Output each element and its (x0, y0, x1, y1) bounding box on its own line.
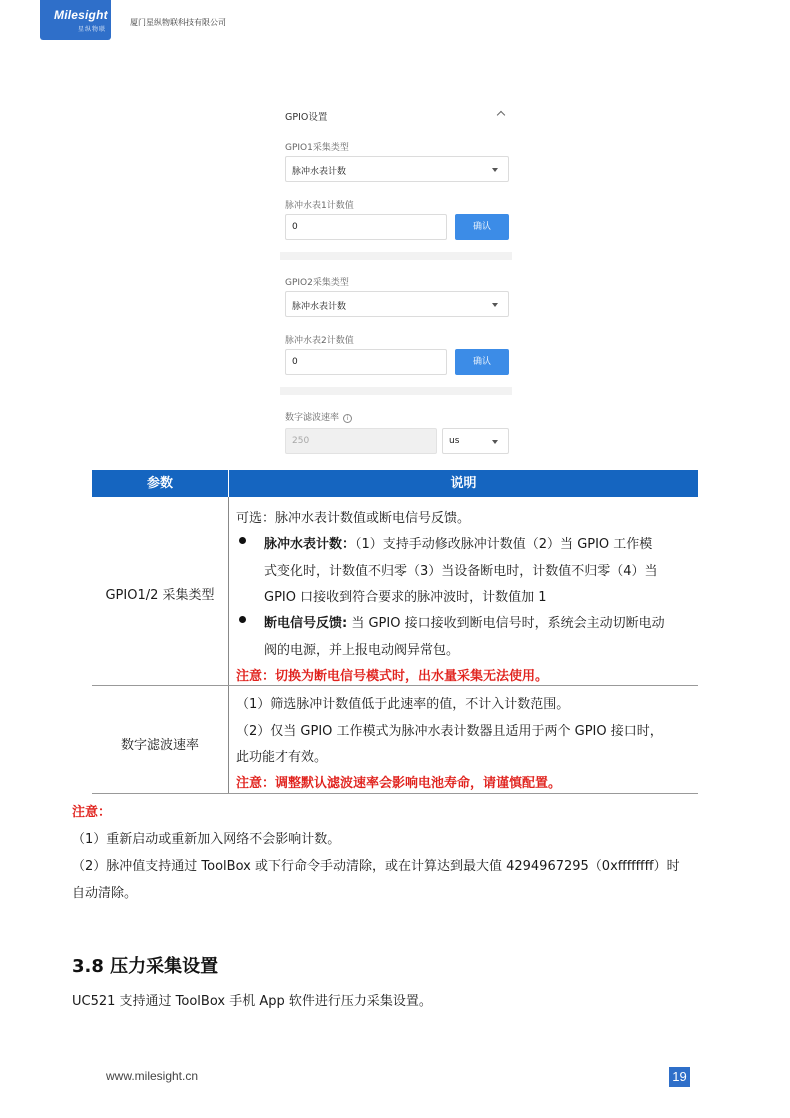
row1-param: GPIO1/2 采集类型 (105, 588, 215, 603)
section-heading: 3.8 压力采集设置 (72, 956, 219, 977)
section-divider (280, 252, 512, 260)
caret-down-icon (492, 303, 498, 307)
filter-unit-value: us (449, 436, 460, 446)
column-divider (228, 497, 229, 794)
gpio2-type-value: 脉冲水表计数 (292, 302, 347, 312)
row1-bullet2-line2: 阀的电源，并上报电动阀异常包。 (264, 643, 460, 658)
meter1-input[interactable] (285, 214, 447, 240)
meter2-input[interactable] (285, 349, 447, 375)
bullet-icon (239, 616, 246, 623)
filter-rate-input (285, 428, 437, 454)
row1-bullet1-line3: GPIO 口接收到符合要求的脉冲波时，计数值加 1 (264, 590, 547, 605)
note-2: （2）脉冲值支持通过 ToolBox 或下行命令手动清除，或在计算达到最大值 4294967295（0xffffffff）时 (72, 859, 680, 874)
bullet1-title: 脉冲水表计数： (264, 537, 356, 552)
row1-bullet1-line2: 式变化时，计数值不归零（3）当设备断电时，计数值不归零（4）当 (264, 564, 658, 579)
row2-warning: 注意：调整默认滤波速率会影响电池寿命，请谨慎配置。 (236, 776, 562, 791)
gpio1-type-select[interactable] (285, 156, 509, 182)
meter2-confirm-button[interactable]: 确认 (455, 349, 509, 375)
chevron-up-icon[interactable] (497, 111, 505, 119)
note-2-continued: 自动清除。 (72, 886, 138, 901)
row1-bullet2-line1 (264, 612, 665, 631)
filter-rate-label (285, 410, 352, 423)
bullet1-text: （1）支持手动修改脉冲计数值（2）当 GPIO 工作模 (355, 537, 653, 552)
meter2-value: 0 (292, 357, 298, 367)
parameter-table (92, 470, 698, 794)
row1-bullet1-line1 (264, 533, 652, 552)
gpio1-type-label: GPIO1采集类型 (285, 143, 349, 153)
row1-warning: 注意：切换为断电信号模式时，出水量采集无法使用。 (236, 669, 549, 684)
table-header-param: 参数 (92, 470, 228, 497)
row2-line1: （1）筛选脉冲计数值低于此速率的值，不计入计数范围。 (236, 697, 570, 712)
bullet2-text: 当 GPIO 接口接收到断电信号时，系统会主动切断电动 (347, 616, 665, 631)
footer-url[interactable]: www.milesight.cn (106, 1069, 199, 1083)
gpio-settings-panel (280, 100, 512, 456)
row1-line0: 可选：脉冲水表计数值或断电信号反馈。 (236, 511, 471, 526)
logo-subtext: 星纵物联 (78, 26, 107, 33)
filter-rate-label-text: 数字滤波速率 (285, 413, 340, 423)
gpio2-type-label: GPIO2采集类型 (285, 278, 349, 288)
section-divider (280, 387, 512, 395)
meter2-label: 脉冲水表2计数值 (285, 336, 354, 346)
notes-title: 注意： (72, 805, 112, 820)
caret-down-icon (492, 440, 498, 444)
meter1-label: 脉冲水表1计数值 (285, 201, 354, 211)
table-bottom-border (92, 793, 698, 794)
logo-text: Milesight (54, 8, 108, 22)
row2-param: 数字滤波速率 (120, 738, 199, 753)
info-icon[interactable]: i (343, 414, 352, 423)
note-1: （1）重新启动或重新加入网络不会影响计数。 (72, 832, 341, 847)
company-name: 厦门星纵物联科技有限公司 (130, 18, 226, 27)
bullet-icon (239, 537, 246, 544)
row-divider (92, 685, 698, 686)
filter-rate-value: 250 (292, 436, 310, 446)
caret-down-icon (492, 168, 498, 172)
section-paragraph: UC521 支持通过 ToolBox 手机 App 软件进行压力采集设置。 (72, 994, 432, 1009)
gpio-section-title: GPIO设置 (285, 112, 328, 123)
table-header-desc: 说明 (229, 470, 698, 497)
row2-line2: （2）仅当 GPIO 工作模式为脉冲水表计数器且适用于两个 GPIO 接口时， (236, 724, 663, 739)
gpio1-type-value: 脉冲水表计数 (292, 167, 347, 177)
bullet2-title: 断电信号反馈: (264, 616, 348, 631)
row2-line3: 此功能才有效。 (236, 750, 328, 765)
meter1-confirm-button[interactable]: 确认 (455, 214, 509, 240)
filter-unit-select[interactable] (442, 428, 509, 454)
meter1-value: 0 (292, 222, 298, 232)
brand-logo (40, 0, 111, 40)
gpio2-type-select[interactable] (285, 291, 509, 317)
page-number: 19 (669, 1067, 690, 1087)
